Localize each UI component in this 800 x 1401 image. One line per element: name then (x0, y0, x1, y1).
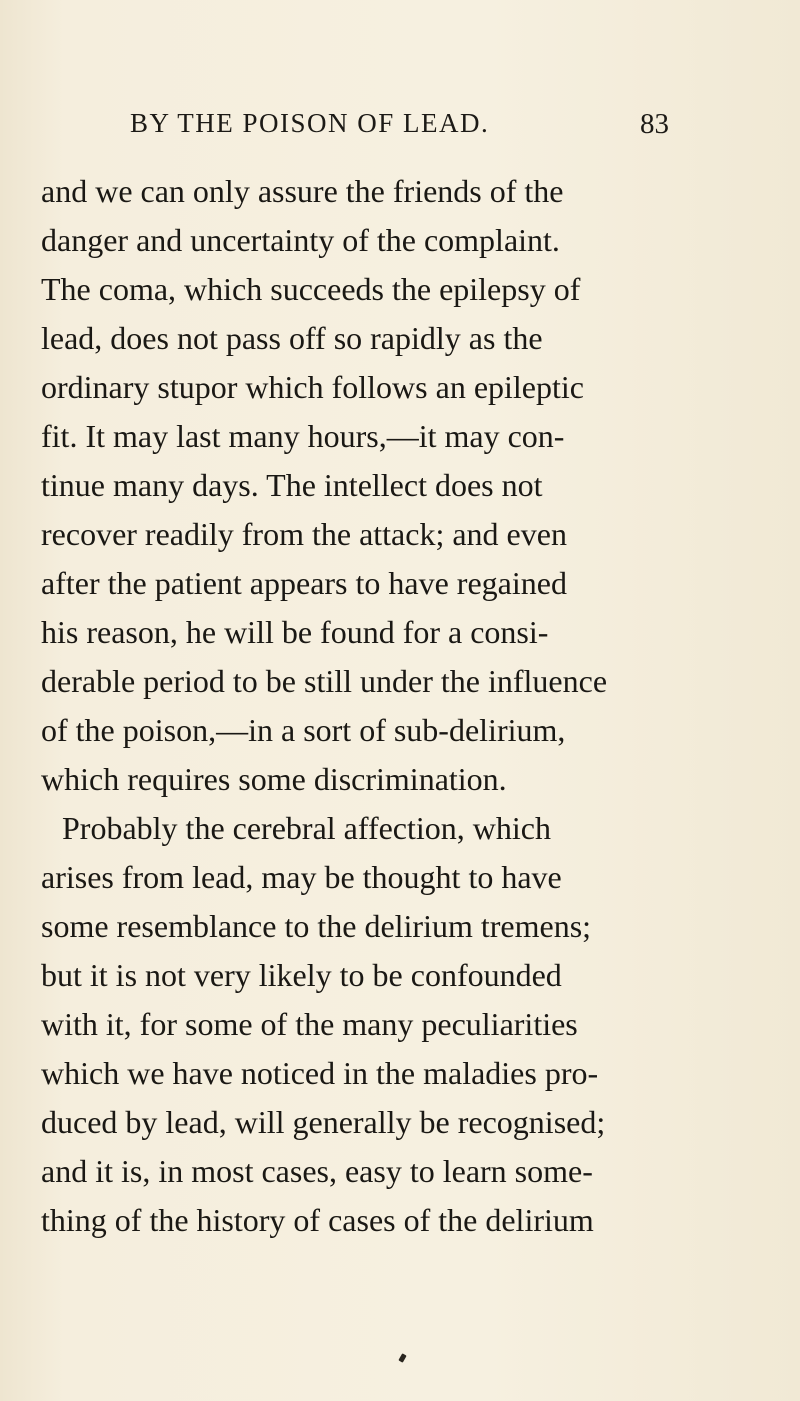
text-line: derable period to be still under the influence (41, 663, 608, 699)
running-head (0, 108, 800, 148)
text-line: ordinary stupor which follows an epileptic (41, 369, 584, 405)
running-title: BY THE POISON OF LEAD. (130, 108, 490, 138)
text-line: and it is, in most cases, easy to learn some- (41, 1153, 593, 1189)
text-line: danger and uncertainty of the complaint. (41, 222, 560, 258)
paragraph-start-line: Probably the cerebral affection, which (62, 810, 551, 846)
text-line: some resemblance to the delirium tremens; (41, 908, 592, 944)
text-line: which we have noticed in the maladies pro- (41, 1055, 599, 1091)
text-line: tinue many days. The intellect does not (41, 467, 543, 503)
text-line: duced by lead, will generally be recognised; (41, 1104, 606, 1140)
text-line: and we can only assure the friends of the (41, 173, 564, 209)
text-line: fit. It may last many hours,—it may con- (41, 418, 565, 454)
text-line: but it is not very likely to be confounded (41, 957, 562, 993)
text-line: with it, for some of the many peculiarities (41, 1006, 578, 1042)
text-line: after the patient appears to have regained (41, 565, 567, 601)
text-line: of the poison,—in a sort of sub-delirium, (41, 712, 566, 748)
text-line: recover readily from the attack; and even (41, 516, 567, 552)
text-line: which requires some discrimination. (41, 761, 507, 797)
body-text (41, 167, 781, 1245)
text-line: thing of the history of cases of the delirium (41, 1202, 594, 1238)
text-line: lead, does not pass off so rapidly as the (41, 320, 543, 356)
page-number: 83 (640, 108, 669, 140)
ink-speck-mark (398, 1353, 406, 1362)
text-line: The coma, which succeeds the epilepsy of (41, 271, 581, 307)
text-line: his reason, he will be found for a consi- (41, 614, 549, 650)
text-line: arises from lead, may be thought to have (41, 859, 562, 895)
